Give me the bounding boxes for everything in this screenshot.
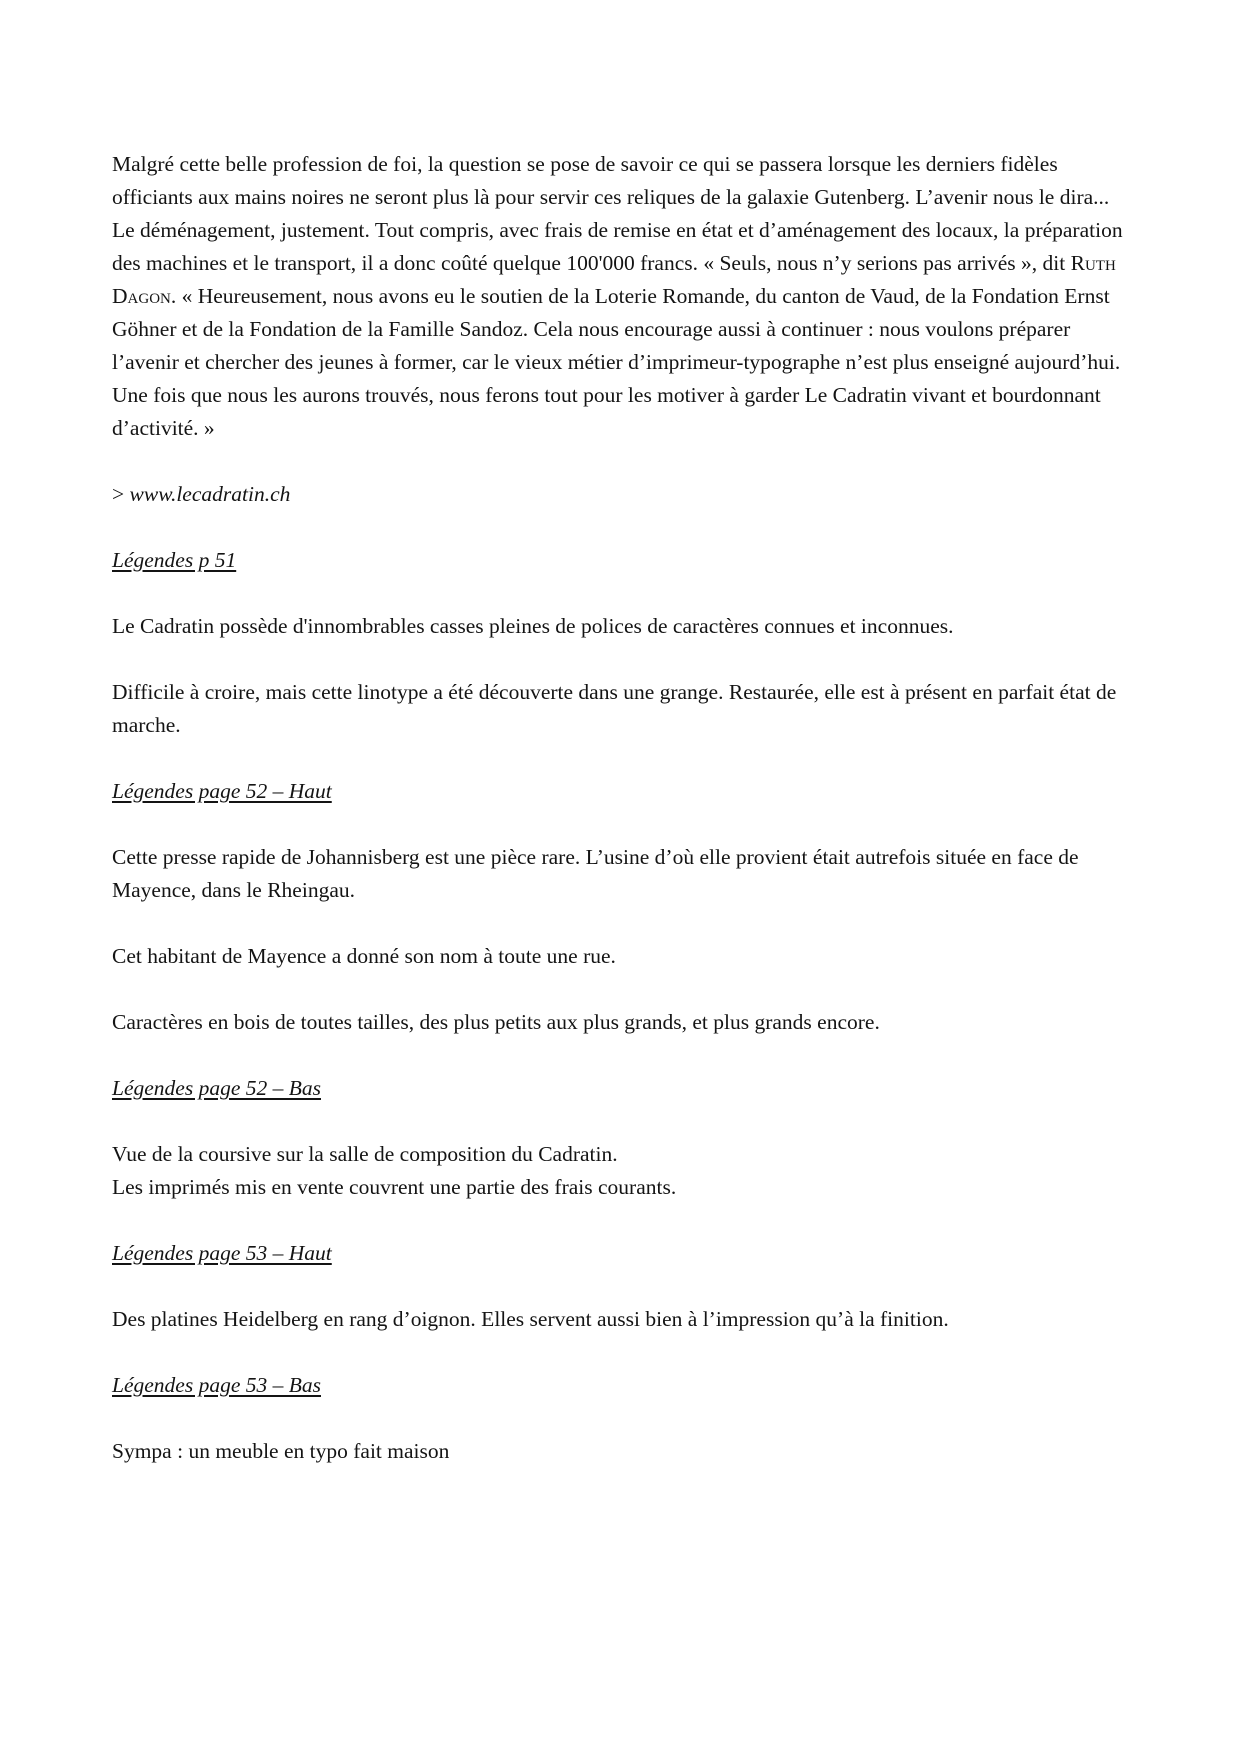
caption-text: Cette presse rapide de Johannisberg est une pièce rare. L’usine d’où elle provient était autrefois située en face de Mayence, dans le Rheingau. [112,845,1079,902]
caption-text: Caractères en bois de toutes tailles, des plus petits aux plus grands, et plus grands encore. [112,1010,880,1034]
document-body [112,148,1132,1468]
caption-heading-p53-haut: Légendes page 53 – Haut [112,1241,332,1265]
caption-text: Cet habitant de Mayence a donné son nom à toute une rue. [112,944,616,968]
caption-heading-p51: Légendes p 51 [112,548,237,572]
caption-heading-p52-bas: Légendes page 52 – Bas [112,1076,321,1100]
caption-heading-p52-haut: Légendes page 52 – Haut [112,779,332,803]
website-prefix: > [112,482,130,506]
caption-text: Des platines Heidelberg en rang d’oignon. Elles servent aussi bien à l’impression qu’à la finition. [112,1307,949,1331]
caption-text: Difficile à croire, mais cette linotype a été découverte dans une grange. Restaurée, elle est à présent en parfait état de marche. [112,680,1117,737]
person-name: Ruth Dagon [112,251,1116,308]
article-paragraph-1: Malgré cette belle profession de foi, la question se pose de savoir ce qui se passera lorsque les derniers fidèles officiants aux mains noires ne seront plus là pour servir ces reliques de la galaxie Gutenberg. L’avenir nous le dira... [112,152,1110,209]
article-paragraph-2 [112,214,1132,445]
article-paragraph-2-end: . « Heureusement, nous avons eu le soutien de la Loterie Romande, du canton de Vaud, de la Fondation Ernst Göhner et de la Fondation de la Famille Sandoz. Cela nous encourage aussi à continuer : nous voulons préparer l’avenir et chercher des jeunes à former, car le vieux métier d’imprimeur-typographe n’est plus enseigné aujourd’hui. Une fois que nous les aurons trouvés, nous ferons tout pour les motiver à garder Le Cadratin vivant et bourdonnant d’activité. » [112,284,1121,440]
website-link[interactable]: www.lecadratin.ch [129,482,291,506]
article-paragraph-2-start: Le déménagement, justement. Tout compris, avec frais de remise en état et d’aménagement des locaux, la préparation des machines et le transport, il a donc coûté quelque 100'000 francs. « Seuls, nous n’y serions pas arrivés », dit [112,218,1123,275]
caption-text: Les imprimés mis en vente couvrent une partie des frais courants. [112,1175,677,1199]
caption-text: Sympa : un meuble en typo fait maison [112,1439,450,1463]
caption-text: Le Cadratin possède d'innombrables casses pleines de polices de caractères connues et inconnues. [112,614,954,638]
caption-heading-p53-bas: Légendes page 53 – Bas [112,1373,321,1397]
website-line [112,478,1132,511]
caption-text: Vue de la coursive sur la salle de composition du Cadratin. [112,1142,618,1166]
